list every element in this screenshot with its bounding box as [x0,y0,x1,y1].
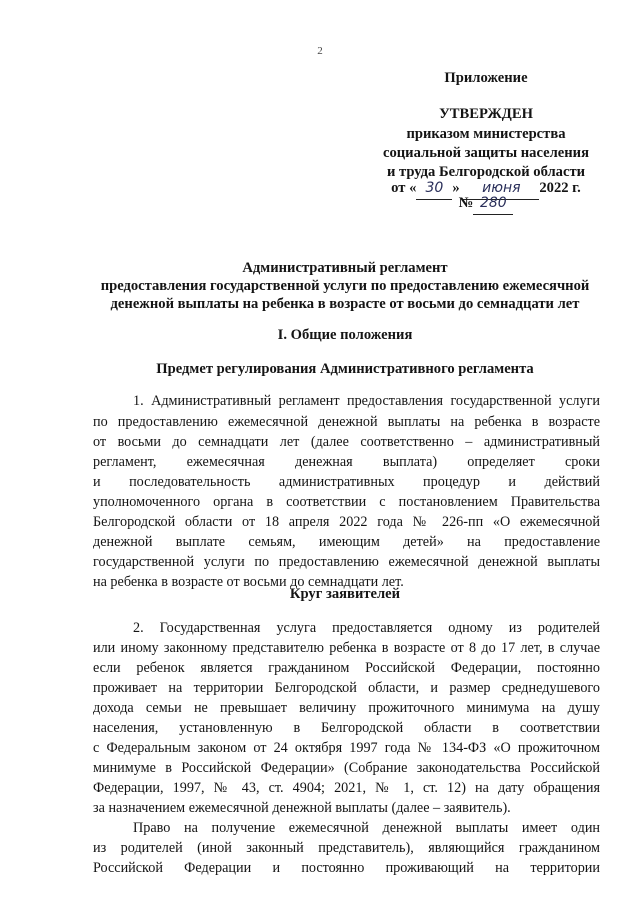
text-line: уполномоченного органа в соответствии с постановлением Правительства [93,494,600,510]
subheading-applicants: Круг заявителей [289,586,401,602]
date-month: июня [463,179,539,200]
approval-line-1: приказом министерства [406,126,566,142]
appendix-label: Приложение [444,70,528,86]
text-line: по предоставлению ежемесячной денежной выплаты на ребенка в возрасте [93,414,600,430]
date-day: 30 [416,179,452,200]
text-line: и последовательность административных процедур и действий [93,474,600,490]
text-line: из родителей (иной законный представитель), являющийся гражданином [93,840,600,856]
subheading-subject: Предмет регулирования Административного регламента [156,361,534,377]
text-line: Федерации, 1997, № 43, ст. 4904; 2021, № 1, ст. 12) на дату обращения [93,780,600,796]
text-line: Российской Федерации и постоянно проживающий на территории [93,860,600,876]
number-prefix: № [458,195,474,211]
text-line: на ребенка в возрасте от восьми до семнадцати лет. [93,574,404,590]
section-heading: I. Общие положения [277,327,413,343]
text-line: регламент, ежемесячная денежная выплата) определяет сроки [93,454,600,470]
text-line: от восьми до семнадцати лет (далее соответственно – административный [93,434,600,450]
text-line: 2. Государственная услуга предоставляется одному из родителей [133,620,600,636]
approval-line-3: и труда Белгородской области [386,164,586,180]
order-number [372,194,600,215]
text-line: дохода семьи не превышает величину прожиточного минимума на душу [93,700,600,716]
text-line: если ребенок является гражданином Российской Федерации, постоянно [93,660,600,676]
text-line: с Федеральным законом от 24 октября 1997 года № 134-ФЗ «О прожиточном [93,740,600,756]
approval-line-2: социальной защиты населения [382,145,589,161]
text-line: населения, установленную в Белгородской области в соответствии [93,720,600,736]
text-line: Право на получение ежемесячной денежной выплаты имеет один [133,820,600,836]
title-line-2: предоставления государственной услуги по предоставлению ежемесячной [100,278,590,294]
text-line: минимуме в Российской Федерации» (Собрание законодательства Российской [93,760,600,776]
date-year: 2022 г. [539,180,581,196]
text-line: 1. Административный регламент предоставления государственной услуги [133,393,600,409]
title-line-1: Административный регламент [242,260,448,276]
date-prefix: от « [391,180,417,196]
text-line: государственной услуги по предоставлению ежемесячной денежной выплаты [93,554,600,570]
text-line: проживает на территории Белгородской области, и размер среднедушевого [93,680,600,696]
approved-label: УТВЕРЖДЕН [439,106,533,122]
title-line-3: денежной выплаты на ребенка в возрасте от восьми до семнадцати лет [110,296,580,312]
number-value: 280 [473,194,513,215]
text-line: Белгородской области от 18 апреля 2022 года № 226-пп «О ежемесячной [93,514,600,530]
text-line: или иному законному представителю ребенка в возрасте от 8 до 17 лет, в случае [93,640,600,656]
date-mid: » [452,180,460,196]
text-line: денежной выплате семьям, имеющим детей» на предоставление [93,534,600,550]
text-line: за назначением ежемесячной денежной выплаты (далее – заявитель). [93,800,511,816]
page-number: 2 [317,45,323,57]
